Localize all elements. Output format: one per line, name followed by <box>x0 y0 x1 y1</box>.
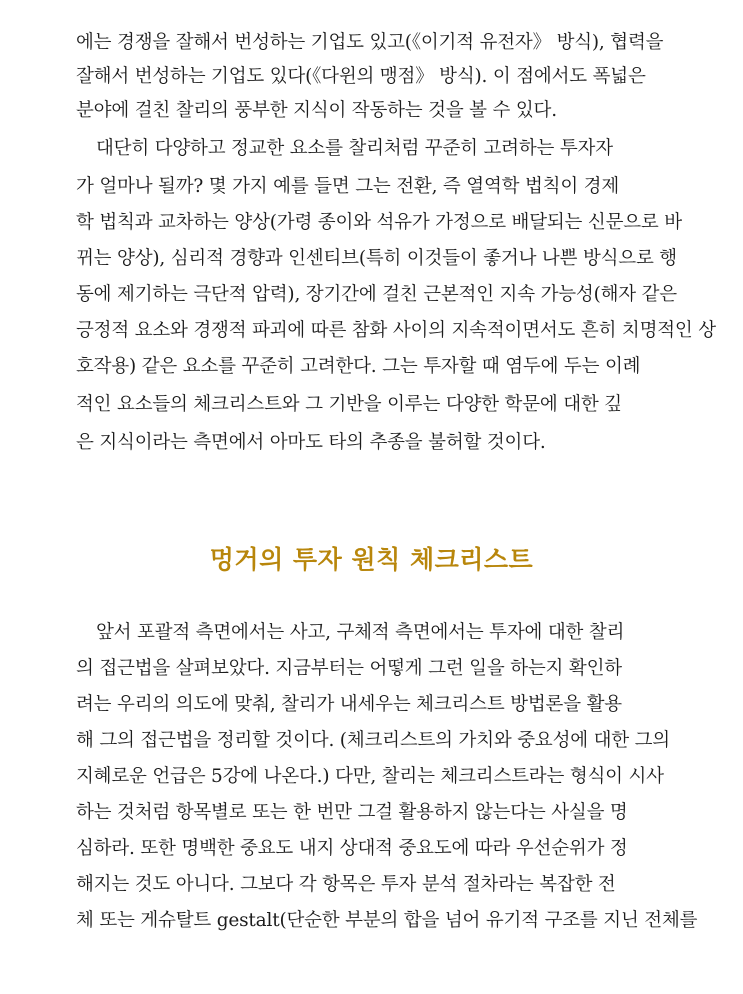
text-line: 대단히 다양하고 정교한 요소를 찰리처럼 꾸준히 고려하는 투자자 <box>96 138 613 159</box>
text-line: 체 또는 게슈탈트 gestalt(단순한 부분의 합을 넘어 유기적 구조를 지닌 전체를 <box>76 910 698 931</box>
section-heading: 멍거의 투자 원칙 체크리스트 <box>209 545 534 574</box>
text-line: 해지는 것도 아니다. 그보다 각 항목은 투자 분석 절차라는 복잡한 전 <box>76 874 616 895</box>
text-line: 앞서 포괄적 측면에서는 사고, 구체적 측면에서는 투자에 대한 찰리 <box>96 622 625 643</box>
text-line: 학 법칙과 교차하는 양상(가령 종이와 석유가 가정으로 배달되는 신문으로 바 <box>76 212 682 233</box>
text-line: 호작용) 같은 요소를 꾸준히 고려한다. 그는 투자할 때 염두에 두는 이례 <box>76 356 641 377</box>
text-line: 동에 제기하는 극단적 압력), 장기간에 걸친 근본적인 지속 가능성(해자 같은 <box>76 284 677 305</box>
text-line: 분야에 걸친 찰리의 풍부한 지식이 작동하는 것을 볼 수 있다. <box>76 100 557 121</box>
text-line: 가 얼마나 될까? 몇 가지 예를 들면 그는 전환, 즉 열역학 법칙이 경제 <box>76 176 620 197</box>
text-line: 적인 요소들의 체크리스트와 그 기반을 이루는 다양한 학문에 대한 깊 <box>76 394 622 415</box>
text-line: 지혜로운 언급은 5강에 나온다.) 다만, 찰리는 체크리스트라는 형식이 시사 <box>76 766 664 787</box>
text-line: 에는 경쟁을 잘해서 번성하는 기업도 있고(《이기적 유전자》 방식), 협력을 <box>76 32 664 53</box>
text-line: 은 지식이라는 측면에서 아마도 타의 추종을 불허할 것이다. <box>76 432 546 453</box>
text-line: 뀌는 양상), 심리적 경향과 인센티브(특히 이것들이 좋거나 나쁜 방식으로 행 <box>76 248 677 269</box>
text-line: 잘해서 번성하는 기업도 있다(《다윈의 맹점》 방식). 이 점에서도 폭넓은 <box>76 66 646 87</box>
text-line: 려는 우리의 의도에 맞춰, 찰리가 내세우는 체크리스트 방법론을 활용 <box>76 694 622 715</box>
text-line: 해 그의 접근법을 정리할 것이다. (체크리스트의 가치와 중요성에 대한 그의 <box>76 730 670 751</box>
text-line: 심하라. 또한 명백한 중요도 내지 상대적 중요도에 따라 우선순위가 정 <box>76 838 628 859</box>
text-line: 의 접근법을 살펴보았다. 지금부터는 어떻게 그런 일을 하는지 확인하 <box>76 658 622 679</box>
text-line: 긍정적 요소와 경쟁적 파괴에 따른 참화 사이의 지속적이면서도 흔히 치명적인 상 <box>76 320 716 341</box>
text-line: 하는 것처럼 항목별로 또는 한 번만 그걸 활용하지 않는다는 사실을 명 <box>76 802 628 823</box>
